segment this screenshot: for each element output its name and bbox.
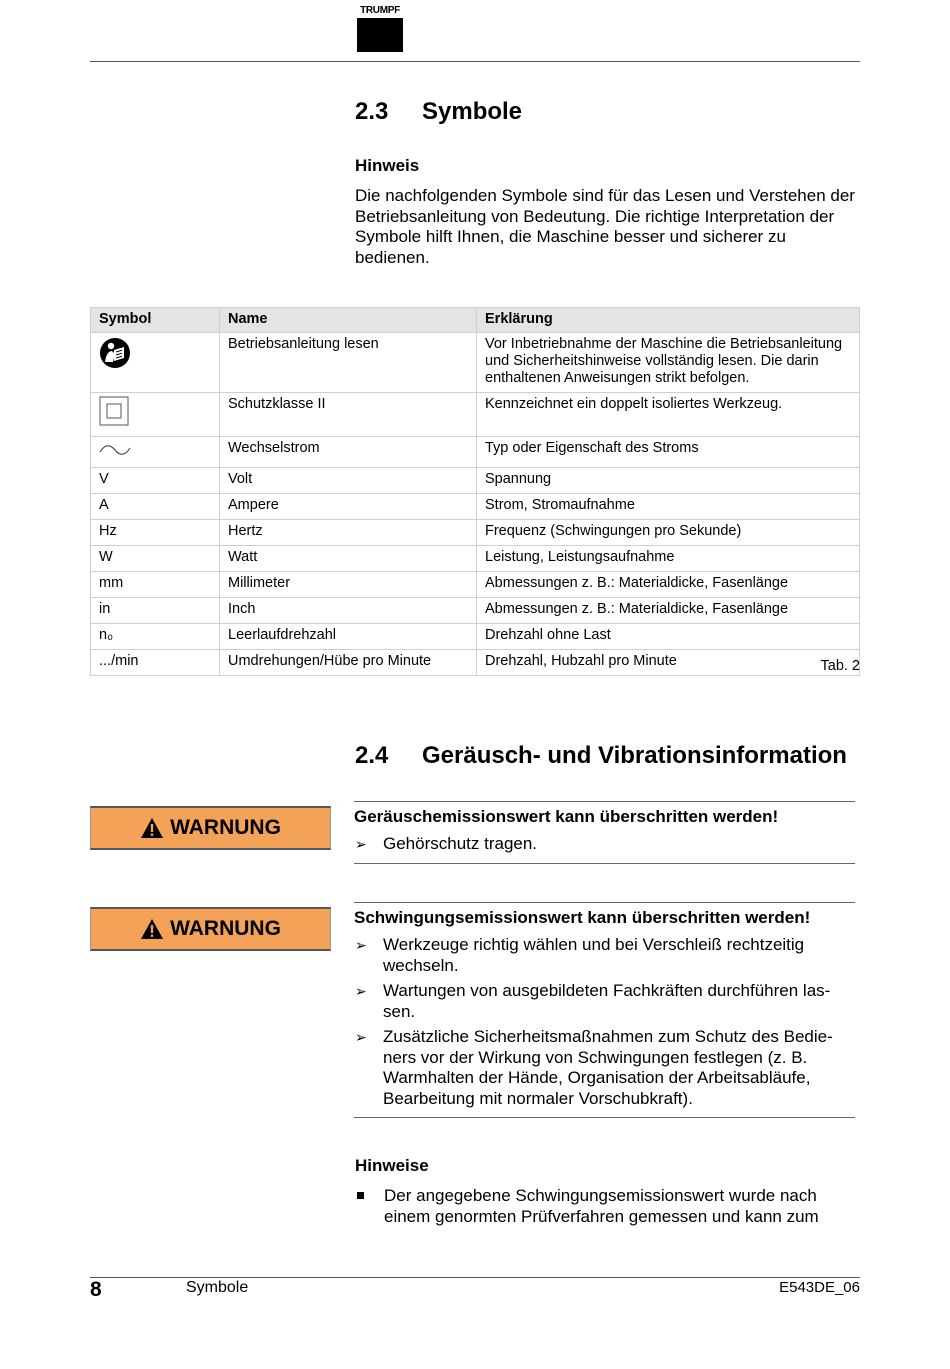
section-heading-2-4 <box>355 742 847 770</box>
warning-badge <box>90 806 331 850</box>
explanation-cell: Typ oder Eigenschaft des Stroms <box>477 437 860 468</box>
symbol-cell: W <box>91 546 220 572</box>
table-row <box>91 333 860 393</box>
explanation-cell: Drehzahl ohne Last <box>477 624 860 650</box>
name-cell: Wechselstrom <box>220 437 477 468</box>
alternating-current-icon <box>99 443 131 457</box>
explanation-cell: Kennzeichnet ein doppelt isoliertes Werkzeug. <box>477 393 860 437</box>
table-row <box>91 494 860 520</box>
table-row <box>91 393 860 437</box>
explanation-cell: Leistung, Leistungsaufnahme <box>477 546 860 572</box>
warning-triangle-icon <box>140 817 164 839</box>
symbol-cell: n₀ <box>91 624 220 650</box>
note-label: Hinweis <box>355 156 420 175</box>
warning-heading: Schwingungsemissionswert kann überschritten werden! <box>354 908 811 927</box>
name-cell: Betriebsanleitung lesen <box>220 333 477 393</box>
list-item: ➢ Gehörschutz tragen. <box>355 834 538 853</box>
table-row <box>91 650 860 676</box>
warning-heading: Geräuschemissionswert kann überschritten werden! <box>354 807 779 826</box>
notes-label: Hinweise <box>355 1156 429 1175</box>
warning-actions <box>354 935 855 1109</box>
header-symbol: Symbol <box>91 308 220 333</box>
table-row <box>91 546 860 572</box>
arrow-bullet-icon: ➢ <box>355 937 367 953</box>
footer-rule <box>90 1277 860 1278</box>
warning-badge <box>90 907 331 951</box>
name-cell: Hertz <box>220 520 477 546</box>
warning-actions <box>354 834 855 855</box>
table-row <box>91 624 860 650</box>
arrow-bullet-icon: ➢ <box>355 1029 367 1045</box>
symbols-table <box>90 307 860 676</box>
table-row <box>91 520 860 546</box>
warning-content <box>354 801 855 864</box>
arrow-bullet-icon: ➢ <box>355 983 367 999</box>
read-manual-icon <box>99 337 131 369</box>
document-code: E543DE_06 <box>779 1279 860 1296</box>
header-explanation: Erklärung <box>477 308 860 333</box>
list-item: ➢ Wartungen von ausgebildeten Fachkräften durchführen las- sen. <box>355 981 831 1021</box>
name-cell: Umdrehungen/Hübe pro Minute <box>220 650 477 676</box>
section-title: Geräusch- und Vibrationsinformation <box>422 742 847 769</box>
explanation-cell: Abmessungen z. B.: Materialdicke, Fasenlänge <box>477 572 860 598</box>
symbol-cell <box>91 393 220 437</box>
list-item: Der angegebene Schwingungsemissionswert wurde nach einem genormten Prüfverfahren gemessen und kann zum <box>355 1186 855 1227</box>
warning-triangle-icon <box>140 918 164 940</box>
explanation-cell: Strom, Stromaufnahme <box>477 494 860 520</box>
symbol-cell: A <box>91 494 220 520</box>
name-cell: Millimeter <box>220 572 477 598</box>
warning-content <box>354 902 855 1118</box>
table-row <box>91 598 860 624</box>
logo-text: TRUMPF <box>360 5 400 16</box>
arrow-bullet-icon: ➢ <box>355 836 367 852</box>
warning-badge-label: WARNUNG <box>170 917 281 940</box>
symbol-cell: V <box>91 468 220 494</box>
symbol-cell: mm <box>91 572 220 598</box>
square-bullet-icon <box>357 1192 364 1199</box>
section-title: Symbole <box>422 98 523 125</box>
trumpf-logo <box>357 5 403 52</box>
name-cell: Volt <box>220 468 477 494</box>
page-number: 8 <box>90 1278 102 1301</box>
symbol-cell <box>91 437 220 468</box>
notes-list <box>355 1186 855 1227</box>
table-caption: Tab. 2 <box>820 658 860 674</box>
name-cell: Inch <box>220 598 477 624</box>
warning-badge-label: WARNUNG <box>170 816 281 839</box>
table-row <box>91 468 860 494</box>
symbol-cell: in <box>91 598 220 624</box>
explanation-cell: Spannung <box>477 468 860 494</box>
protection-class-ii-icon <box>99 396 129 426</box>
name-cell: Watt <box>220 546 477 572</box>
explanation-cell: Vor Inbetriebnahme der Maschine die Betriebsanleitung und Sicherheitshinweise vollständig lesen. Die darin enthaltenen Anweisungen strikt befolgen. <box>477 333 860 393</box>
explanation-cell: Drehzahl, Hubzahl pro Minute <box>477 650 860 676</box>
list-item: ➢ Werkzeuge richtig wählen und bei Verschleiß rechtzeitig wechseln. <box>355 935 805 975</box>
header-name: Name <box>220 308 477 333</box>
name-cell: Schutzklasse II <box>220 393 477 437</box>
logo-block <box>357 18 403 52</box>
table-row <box>91 572 860 598</box>
note-text: Die nachfolgenden Symbole sind für das Lesen und Verstehen der Betriebsanleitung von Bedeutung. Die richtige Interpretation der Symbole hilft Ihnen, die Maschine besser und sicherer zu bedienen. <box>355 186 855 267</box>
section-heading-2-3 <box>355 98 522 126</box>
symbol-cell: .../min <box>91 650 220 676</box>
symbol-cell <box>91 333 220 393</box>
table-row <box>91 437 860 468</box>
section-number: 2.4 <box>355 742 389 769</box>
section-number: 2.3 <box>355 98 389 125</box>
list-item: ➢ Zusätzliche Sicherheitsmaßnahmen zum Schutz des Bedie- ners vor der Wirkung von Schwingungen festlegen (z. B. Warmhalten der Hände, Organisation der Arbeitsabläufe, Bearbeitung mit normaler Vorschubkraft). <box>355 1027 833 1108</box>
name-cell: Leerlaufdrehzahl <box>220 624 477 650</box>
explanation-cell: Abmessungen z. B.: Materialdicke, Fasenlänge <box>477 598 860 624</box>
symbol-cell: Hz <box>91 520 220 546</box>
header-rule <box>90 61 860 62</box>
explanation-cell: Frequenz (Schwingungen pro Sekunde) <box>477 520 860 546</box>
footer-section: Symbole <box>186 1279 249 1296</box>
name-cell: Ampere <box>220 494 477 520</box>
table-header-row <box>91 308 860 333</box>
